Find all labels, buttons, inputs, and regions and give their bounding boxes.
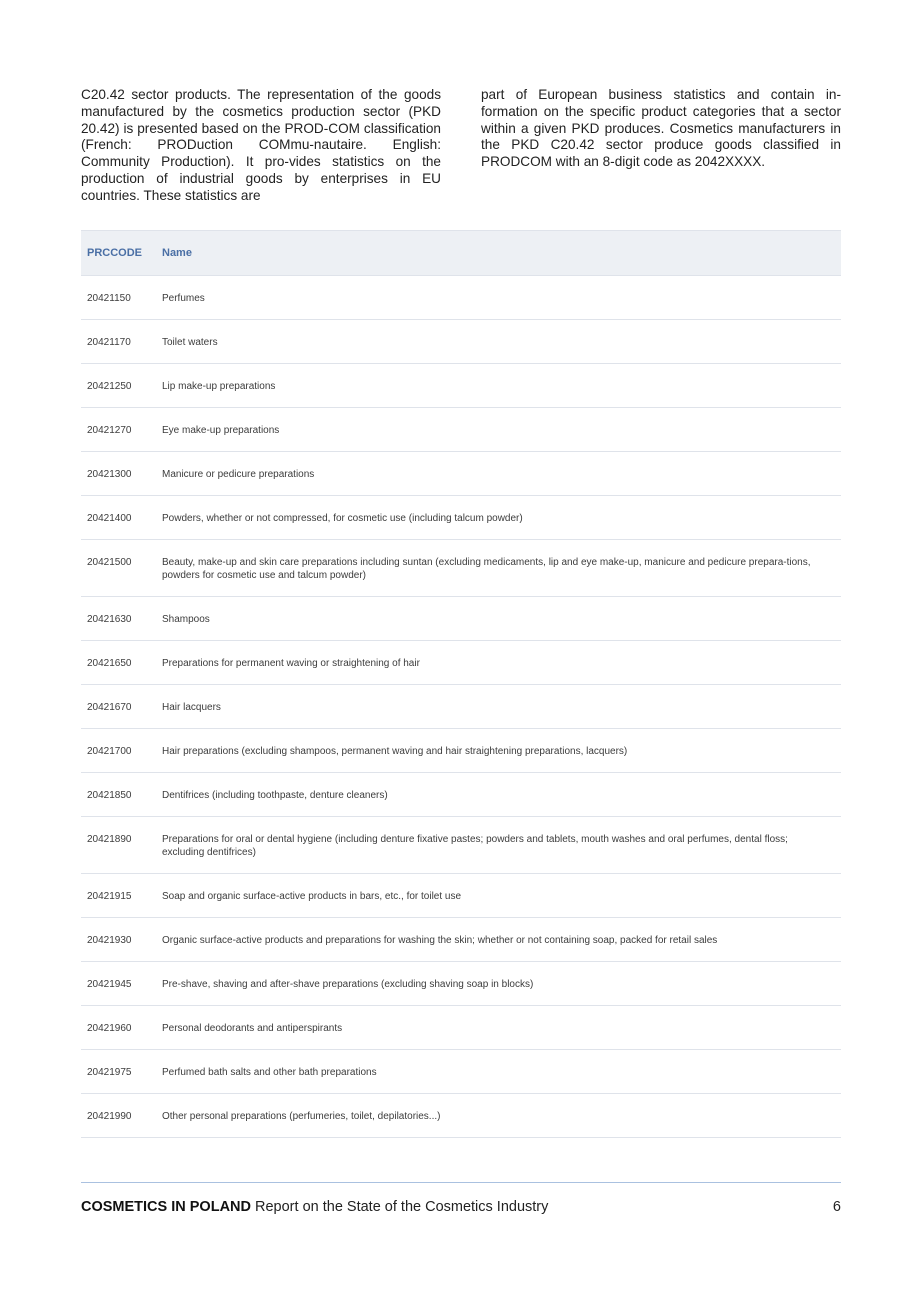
row-name: Manicure or pedicure preparations (162, 469, 315, 480)
row-name: Soap and organic surface-active products in bars, etc., for toilet use (162, 891, 462, 902)
row-code: 20421400 (87, 513, 132, 524)
row-code: 20421850 (87, 790, 132, 801)
row-code: 20421960 (87, 1023, 132, 1034)
footer-brand: COSMETICS IN POLAND (81, 1199, 251, 1215)
table-row (81, 1006, 841, 1050)
table-row (81, 320, 841, 364)
row-name: Personal deodorants and antiperspirants (162, 1023, 343, 1034)
row-code: 20421915 (87, 891, 132, 902)
table-row (81, 729, 841, 773)
table-row (81, 773, 841, 817)
row-name: Pre-shave, shaving and after-shave preparations (excluding shaving soap in blocks) (162, 979, 534, 990)
intro-text (81, 87, 841, 205)
row-name: Eye make-up preparations (162, 425, 280, 436)
table-row (81, 452, 841, 496)
row-code: 20421670 (87, 702, 132, 713)
page-number: 6 (832, 1199, 841, 1215)
table-row (81, 597, 841, 641)
table-row (81, 540, 841, 597)
row-name: Powders, whether or not compressed, for cosmetic use (including talcum powder) (162, 513, 523, 524)
row-code: 20421890 (87, 834, 132, 845)
row-name: Shampoos (162, 614, 210, 625)
row-code: 20421650 (87, 658, 132, 669)
row-name: Other personal preparations (perfumeries, toilet, depilatories...) (162, 1111, 441, 1122)
row-name: Beauty, make-up and skin care preparations including suntan (excluding medicaments, lip and eye make-up, manicure and pedicure prepara-tions, powders for cosmetic use and talcum powder) (162, 557, 811, 581)
prodcom-table (81, 230, 841, 1138)
footer-divider (81, 1182, 841, 1183)
row-name: Organic surface-active products and preparations for washing the skin; whether or not containing soap, packed for retail sales (162, 935, 718, 946)
header-name: Name (162, 247, 192, 259)
row-name: Dentifrices (including toothpaste, denture cleaners) (162, 790, 388, 801)
page-footer (81, 1199, 841, 1215)
row-code: 20421170 (87, 337, 131, 348)
row-name: Preparations for oral or dental hygiene (including denture fixative pastes; powders and tablets, mouth washes and oral perfumes, dental floss; excluding dentifrices) (162, 834, 788, 858)
row-name: Perfumes (162, 293, 205, 304)
row-code: 20421270 (87, 425, 132, 436)
row-code: 20421700 (87, 746, 132, 757)
table-row (81, 408, 841, 452)
footer-title (81, 1199, 548, 1215)
row-code: 20421990 (87, 1111, 132, 1122)
row-code: 20421630 (87, 614, 132, 625)
header-code: PRCCODE (87, 247, 143, 259)
table-row (81, 685, 841, 729)
table-row (81, 918, 841, 962)
table-body (81, 276, 841, 1138)
row-code: 20421930 (87, 935, 132, 946)
table-row (81, 364, 841, 408)
row-name: Perfumed bath salts and other bath preparations (162, 1067, 377, 1078)
row-name: Lip make-up preparations (162, 381, 276, 392)
intro-paragraph-left: C20.42 sector products. The representation of the goods manufactured by the cosmetics production sector (PKD 20.42) is presented based on the PROD-COM classification (French: PRODuction COMmu-nautaire. English: Community Production). It pro-vides statistics on the production of industrial goods by enterprises in EU countries. These statistics are (81, 87, 441, 203)
row-name: Toilet waters (162, 337, 218, 348)
table-row (81, 817, 841, 874)
table-row (81, 1050, 841, 1094)
table-row (81, 276, 841, 320)
row-code: 20421945 (87, 979, 132, 990)
row-code: 20421250 (87, 381, 132, 392)
row-name: Hair lacquers (162, 702, 221, 713)
table-row (81, 962, 841, 1006)
row-name: Preparations for permanent waving or straightening of hair (162, 658, 420, 669)
row-name: Hair preparations (excluding shampoos, permanent waving and hair straightening preparations, lacquers) (162, 746, 628, 757)
table-header (81, 230, 841, 276)
table-row (81, 641, 841, 685)
footer-subtitle: Report on the State of the Cosmetics Industry (255, 1199, 549, 1215)
table-row (81, 1094, 841, 1138)
table-row (81, 496, 841, 540)
row-code: 20421300 (87, 469, 132, 480)
table-row (81, 874, 841, 918)
row-code: 20421500 (87, 557, 132, 568)
row-code: 20421975 (87, 1067, 132, 1078)
row-code: 20421150 (87, 293, 131, 304)
intro-paragraph-right: part of European business statistics and contain in-formation on the specific product categories that a sector within a given PKD produces. Cosmetics manufacturers in the PKD C20.42 sector produce goods classified in PRODCOM with an 8-digit code as 2042XXXX. (481, 87, 841, 170)
